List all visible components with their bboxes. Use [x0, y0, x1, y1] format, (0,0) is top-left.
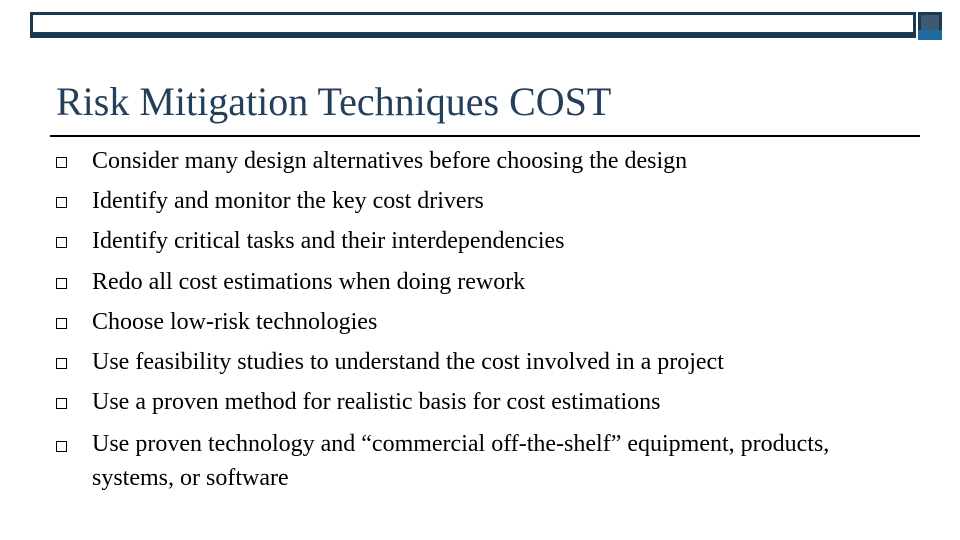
bullet-item	[56, 267, 916, 297]
bullet-item	[56, 427, 916, 495]
bullet-text: Consider many design alternatives before choosing the design	[92, 148, 688, 174]
bullet-text: Redo all cost estimations when doing rework	[92, 268, 526, 295]
bullet-list	[56, 146, 916, 506]
hollow-square-icon	[56, 278, 67, 289]
hollow-square-icon	[56, 157, 67, 168]
header-frame-bar	[30, 12, 916, 38]
header-frame-inner	[33, 15, 913, 35]
bullet-item	[56, 347, 916, 377]
hollow-square-icon	[56, 197, 67, 208]
bullet-item	[56, 186, 916, 216]
bullet-text: Use feasibility studies to understand the cost involved in a project	[92, 348, 724, 375]
corner-accent-lower	[918, 30, 942, 40]
hollow-square-icon	[56, 318, 67, 329]
hollow-square-icon	[56, 398, 67, 409]
slide-title: Risk Mitigation Techniques COST	[56, 79, 612, 124]
hollow-square-icon	[56, 441, 67, 452]
bullet-text: Use a proven method for realistic basis for cost estimations	[92, 389, 661, 416]
bullet-item	[56, 146, 916, 176]
bullet-text: Choose low-risk technologies	[92, 308, 378, 335]
bullet-text: Identify and monitor the key cost drivers	[92, 188, 484, 215]
bullet-item	[56, 387, 916, 417]
hollow-square-icon	[56, 237, 67, 248]
title-divider	[50, 135, 920, 137]
hollow-square-icon	[56, 358, 67, 369]
bullet-item	[56, 226, 916, 256]
bullet-text: Use proven technology and “commercial off-the-shelf” equipment, products, systems, or software	[92, 431, 830, 492]
bullet-item	[56, 307, 916, 337]
bullet-text: Identify critical tasks and their interdependencies	[92, 228, 565, 255]
